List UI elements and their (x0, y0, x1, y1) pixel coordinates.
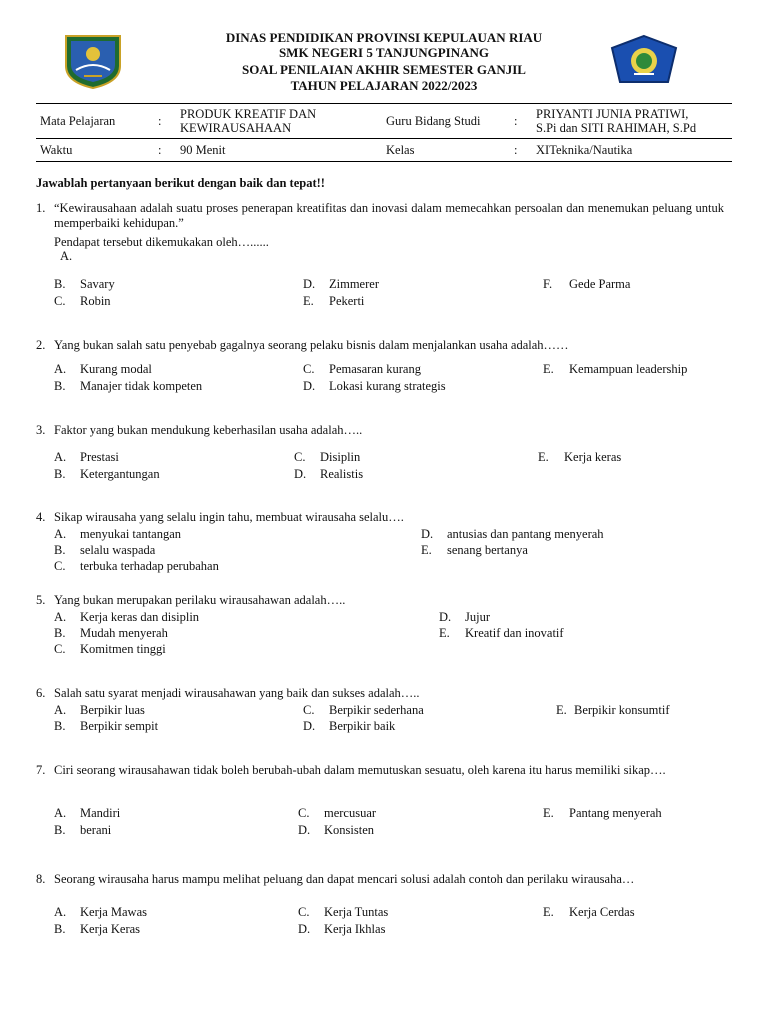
option-e[interactable]: E. Pekerti (303, 294, 365, 308)
subject-value: PRODUK KREATIF DAN KEWIRAUSAHAAN (176, 104, 382, 139)
option-e[interactable]: E. Berpikir konsumtif (556, 703, 670, 717)
question-number: 4. (36, 510, 46, 524)
time-colon: : (154, 139, 176, 162)
question-text: Sikap wirausaha yang selalu ingin tahu, membuat wirausaha selalu…. (54, 510, 404, 524)
question-text: Yang bukan salah satu penyebab gagalnya seorang pelaku bisnis dalam menjalankan usaha adalah…… (54, 338, 569, 352)
class-value: XITeknika/Nautika (532, 139, 732, 162)
option-c[interactable]: C. Komitmen tinggi (54, 642, 166, 656)
option-b[interactable]: B. Berpikir sempit (54, 719, 159, 733)
option-d[interactable]: D. Berpikir baik (303, 719, 396, 733)
instruction-text: Jawablah pertanyaan berikut dengan baik dan tepat!! (36, 176, 325, 190)
header-line-year: TAHUN PELAJARAN 2022/2023 (290, 78, 478, 93)
question-text-continued: Pendapat tersebut dikemukakan oleh…...... (54, 235, 269, 249)
question-number: 5. (36, 593, 46, 607)
option-a[interactable]: A. menyukai tantangan (54, 527, 182, 541)
time-value: 90 Menit (176, 139, 382, 162)
option-e[interactable]: E. Kreatif dan inovatif (439, 626, 564, 640)
question-text: Salah satu syarat menjadi wirausahawan yang baik dan sukses adalah….. (54, 686, 420, 700)
question-text: Seorang wirausaha harus mampu melihat peluang dan dapat mencari solusi adalah contoh dan perilaku wirausaha… (54, 872, 635, 886)
option-d[interactable]: D. Zimmerer (303, 277, 379, 291)
option-e[interactable]: E. senang bertanya (421, 543, 528, 557)
teacher-label: Guru Bidang Studi (382, 104, 510, 139)
option-d[interactable]: D. Lokasi kurang strategis (303, 379, 446, 393)
question-number: 6. (36, 686, 46, 700)
class-colon: : (510, 139, 532, 162)
class-label: Kelas (382, 139, 510, 162)
option-b[interactable]: B. Manajer tidak kompeten (54, 379, 203, 393)
question-text: Ciri seorang wirausahawan tidak boleh berubah-ubah dalam memutuskan sesuatu, oleh karena itu harus memiliki sikap…. (54, 763, 666, 777)
question-text: Faktor yang bukan mendukung keberhasilan usaha adalah….. (54, 423, 363, 437)
teacher-value: PRIYANTI JUNIA PRATIWI, S.Pi dan SITI RAHIMAH, S.Pd (532, 104, 732, 139)
option-c[interactable]: C. terbuka terhadap perubahan (54, 559, 219, 573)
option-a[interactable]: A. Kerja keras dan disiplin (54, 610, 200, 624)
question-number: 7. (36, 763, 46, 777)
option-a[interactable]: A. Kurang modal (54, 362, 152, 376)
option-a[interactable]: A. Prestasi (54, 450, 119, 464)
option-d[interactable]: D. antusias dan pantang menyerah (421, 527, 604, 541)
option-b[interactable]: B. Mudah menyerah (54, 626, 168, 640)
time-label: Waktu (36, 139, 154, 162)
option-d[interactable]: D. Konsisten (298, 823, 374, 837)
subject-colon: : (154, 104, 176, 139)
option-b[interactable]: B. Savary (54, 277, 115, 291)
school-emblem-logo (608, 34, 680, 86)
option-d[interactable]: D. Jujur (439, 610, 490, 624)
kepri-province-emblem-logo (62, 32, 124, 90)
option-d[interactable]: D. Kerja Ikhlas (298, 922, 386, 936)
question-number: 2. (36, 338, 46, 352)
option-e[interactable]: E. Kemampuan leadership (543, 362, 688, 376)
option-e[interactable]: E. Kerja keras (538, 450, 622, 464)
header-line-exam: SOAL PENILAIAN AKHIR SEMESTER GANJIL (242, 62, 526, 77)
option-d[interactable]: D. Realistis (294, 467, 364, 481)
option-c[interactable]: C. Pemasaran kurang (303, 362, 421, 376)
option-c[interactable]: C. Berpikir sederhana (303, 703, 424, 717)
exam-info-table (36, 103, 732, 162)
teacher-colon: : (510, 104, 532, 139)
question-number: 3. (36, 423, 46, 437)
header-line-agency: DINAS PENDIDIKAN PROVINSI KEPULAUAN RIAU (225, 30, 543, 45)
option-a[interactable]: A. Mandiri (54, 806, 121, 820)
option-letter-a: A. (60, 249, 73, 263)
question-number: 8. (36, 872, 46, 886)
option-c[interactable]: C. Robin (54, 294, 111, 308)
subject-label: Mata Pelajaran (36, 104, 154, 139)
option-e[interactable]: E. Kerja Cerdas (543, 905, 635, 919)
option-a[interactable]: A. Kerja Mawas (54, 905, 147, 919)
option-b[interactable]: B. berani (54, 823, 112, 837)
question-number: 1. (36, 201, 46, 215)
option-c[interactable]: C. Kerja Tuntas (298, 905, 389, 919)
option-b[interactable]: B. Ketergantungan (54, 467, 160, 481)
option-b[interactable]: B. selalu waspada (54, 543, 156, 557)
question-text: “Kewirausahaan adalah suatu proses penerapan kreatifitas dan inovasi dalam memecahkan persoalan dan menemukan peluang untuk memperbaiki kehidupan.” (54, 201, 724, 230)
option-e[interactable]: E. Pantang menyerah (543, 806, 662, 820)
option-b[interactable]: B. Kerja Keras (54, 922, 141, 936)
option-f[interactable]: F. Gede Parma (543, 277, 631, 291)
question-text: Yang bukan merupakan perilaku wirausahawan adalah….. (54, 593, 346, 607)
option-c[interactable]: C. Disiplin (294, 450, 361, 464)
option-c[interactable]: C. mercusuar (298, 806, 377, 820)
option-a[interactable]: A. Berpikir luas (54, 703, 145, 717)
header-line-school: SMK NEGERI 5 TANJUNGPINANG (278, 45, 490, 60)
